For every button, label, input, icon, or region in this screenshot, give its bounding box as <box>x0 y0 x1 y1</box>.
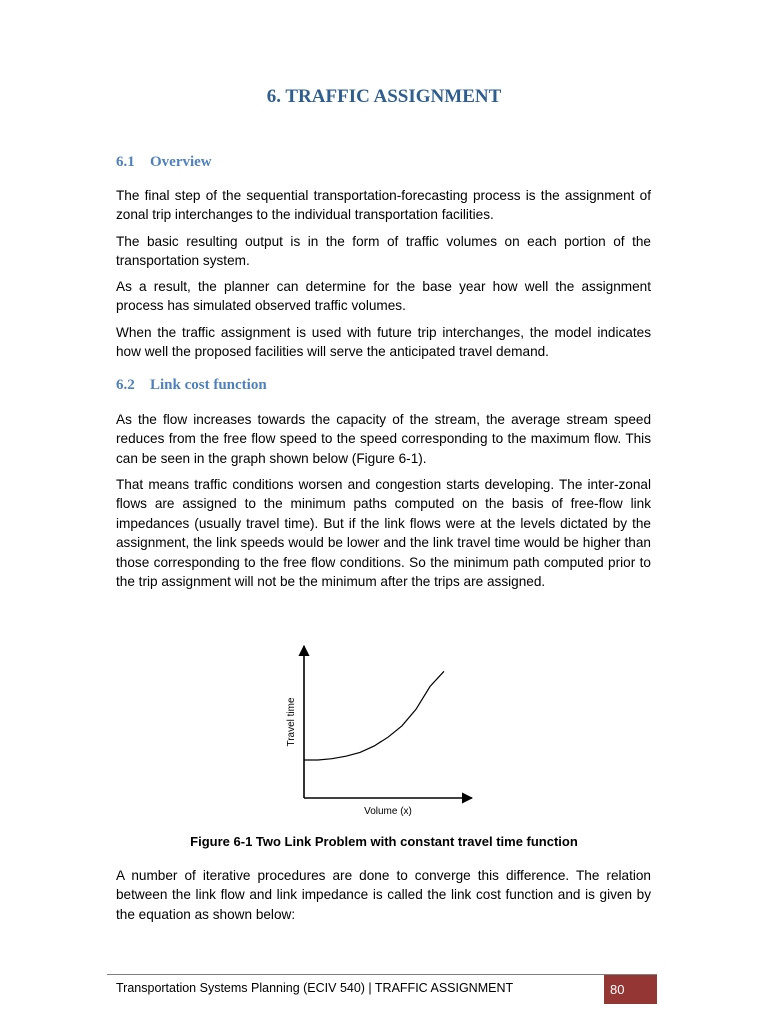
paragraph: When the traffic assignment is used with future trip interchanges, the model indicates how well the proposed facilities will serve the anticipated travel demand. <box>116 325 651 360</box>
paragraph: The basic resulting output is in the form of traffic volumes on each portion of the transportation system. <box>116 234 651 269</box>
paragraph: The final step of the sequential transportation-forecasting process is the assignment of zonal trip interchanges to the individual transportation facilities. <box>116 188 651 223</box>
footer-text: Transportation Systems Planning (ECIV 540) | TRAFFIC ASSIGNMENT <box>116 981 514 995</box>
section-title: Link cost function <box>150 377 267 393</box>
figure-6-1 <box>270 636 490 826</box>
section-title: Overview <box>150 154 212 170</box>
page-title: 6. TRAFFIC ASSIGNMENT <box>266 86 502 107</box>
link-cost-curve <box>304 671 444 760</box>
paragraph: As the flow increases towards the capacity of the stream, the average stream speed reduces from the free flow speed to the speed corresponding to the maximum flow. This can be seen in the graph shown below (Figure 6-1). <box>116 412 651 466</box>
figure-caption: Figure 6-1 Two Link Problem with constant travel time function <box>190 834 578 849</box>
section-heading-link-cost <box>116 377 267 394</box>
paragraph: As a result, the planner can determine for the base year how well the assignment process has simulated observed traffic volumes. <box>116 279 651 314</box>
x-axis-label: Volume (x) <box>364 806 412 817</box>
paragraph: That means traffic conditions worsen and congestion starts developing. The inter-zonal flows are assigned to the minimum paths computed on the basis of free-flow link impedances (usually travel time). But if the link flows were at the levels dictated by the assignment, the link speeds would be lower and the link travel time would be higher than those corresponding to the free flow conditions. So the minimum path computed prior to the trip assignment will not be the minimum after the trips are assigned. <box>116 477 651 590</box>
section-number: 6.1 <box>116 154 135 170</box>
section-heading-overview <box>116 154 212 171</box>
paragraph: A number of iterative procedures are done to converge this difference. The relation between the link flow and link impedance is called the link cost function and is given by the equation as shown below: <box>116 868 651 922</box>
page-number-badge: 80 <box>604 975 657 1004</box>
y-axis-label: Travel time <box>286 697 297 747</box>
link-cost-chart <box>270 636 490 826</box>
section-number: 6.2 <box>116 377 135 393</box>
footer-divider <box>107 974 657 975</box>
